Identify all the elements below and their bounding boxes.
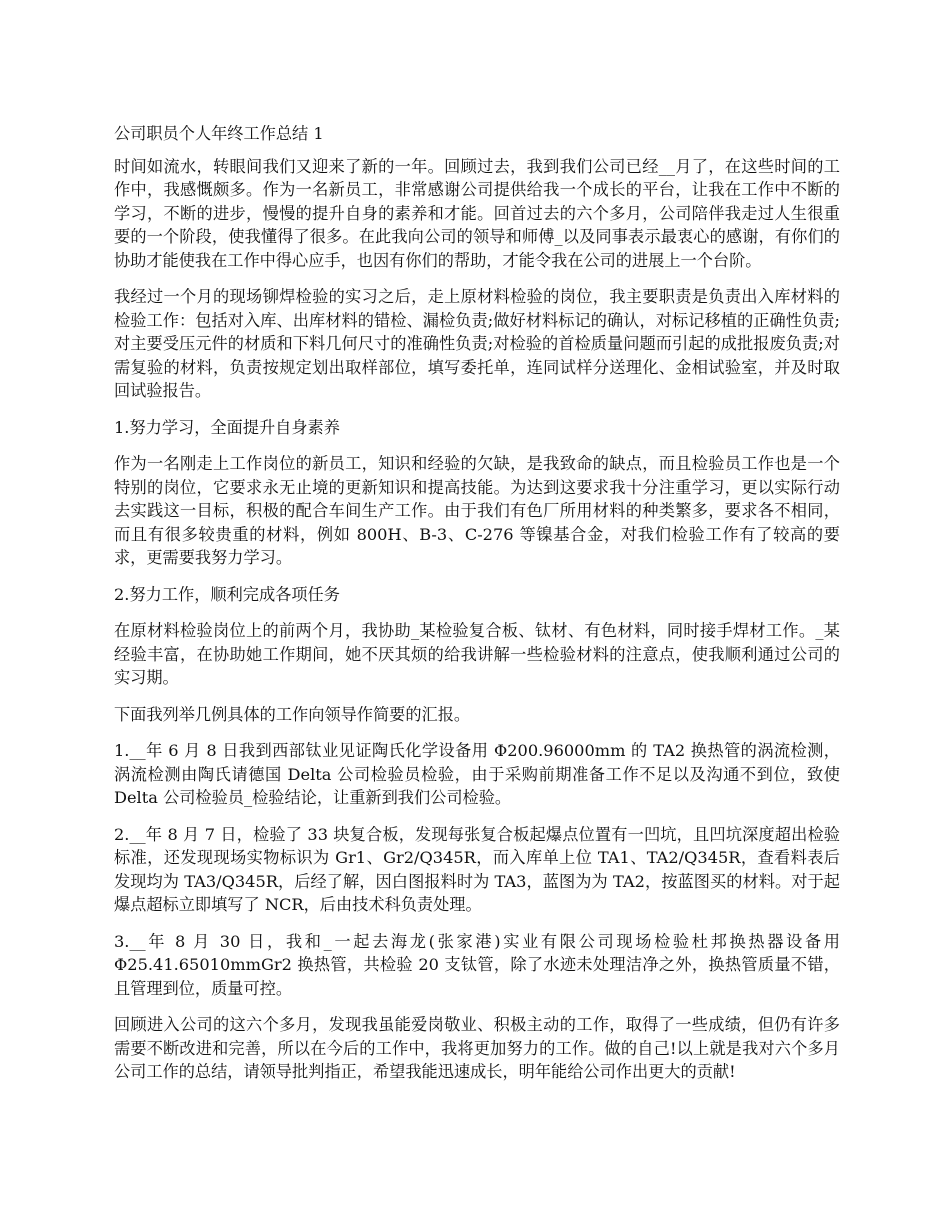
- paragraph-conclusion: 回顾进入公司的这六个多月，发现我虽能爱岗敬业、积极主动的工作，取得了一些成绩，但仍有许多需要不断改进和完善，所以在今后的工作中，我将更加努力的工作。做的自己!以上就是我对六个多月公司工作的总结，请领导批判指正，希望我能迅速成长，明年能给公司作出更大的贡献!: [114, 1015, 840, 1081]
- report-item-2: 2.__年 8 月 7 日，检验了 33 块复合板，发现每张复合板起爆点位置有一凹坑，且凹坑深度超出检验标准，还发现现场实物标识为 Gr1、Gr2/Q345R，而入库单上位 TA1、TA2/Q345R，查看料表后发现均为 TA3/Q345R，后经了解，因白图报料时为 TA3，蓝图为为 TA2，按蓝图买的材料。对于起爆点超标立即填写了 NCR，后由技术科负责处理。: [114, 824, 840, 914]
- report-item-3: 3.__年 8 月 30 日，我和_一起去海龙(张家港)实业有限公司现场检验杜邦换热器设备用Φ25.41.65010mmGr2 换热管，共检验 20 支钛管，除了水迹未处理洁净之外，换热管质量不错，且管理到位，质量可控。: [114, 931, 840, 998]
- report-item-1: 1.__年 6 月 8 日我到西部钛业见证陶氏化学设备用 Φ200.96000mm 的 TA2 换热管的涡流检测，涡流检测由陶氏请德国 Delta 公司检验员检验，由于采购前期准备工作不足以及沟通不到位，致使 Delta 公司检验员_检验结论，让重新到我们公司检验。: [114, 741, 840, 807]
- document-body: [114, 122, 840, 1097]
- document-title: 公司职员个人年终工作总结 1: [114, 124, 324, 143]
- section-heading-study: 1.努力学习，全面提升自身素养: [114, 417, 340, 437]
- paragraph-work: 在原材料检验岗位上的前两个月，我协助_某检验复合板、钛材、有色材料，同时接手焊材工作。_某经验丰富，在协助她工作期间，她不厌其烦的给我讲解一些检验材料的注意点，使我顺利通过公司的实习期。: [114, 621, 840, 687]
- section-heading-work: 2.努力工作，顺利完成各项任务: [114, 584, 340, 604]
- paragraph-intro: 时间如流水，转眼间我们又迎来了新的一年。回顾过去，我到我们公司已经__月了，在这些时间的工作中，我感慨颇多。作为一名新员工，非常感谢公司提供给我一个成长的平台，让我在工作中不断的学习，不断的进步，慢慢的提升自身的素养和才能。回首过去的六个多月，公司陪伴我走过人生很重要的一个阶段，使我懂得了很多。在此我向公司的领导和师傅_以及同事表示最衷心的感谢，有你们的协助才能使我在工作中得心应手，也因有你们的帮助，才能令我在公司的进展上一个台阶。: [114, 156, 840, 270]
- paragraph-report-intro: 下面我列举几例具体的工作向领导作简要的汇报。: [114, 704, 471, 724]
- paragraph-study: 作为一名刚走上工作岗位的新员工，知识和经验的欠缺，是我致命的缺点，而且检验员工作也是一个特别的岗位，它要求永无止境的更新知识和提高技能。为达到这要求我十分注重学习，更以实际行动去实践这一目标，积极的配合车间生产工作。由于我们有色厂所用材料的种类繁多，要求各不相同，而且有很多较贵重的材料，例如 800H、B-3、C-276 等镍基合金，对我们检验工作有了较高的要求，更需要我努力学习。: [114, 454, 840, 567]
- paragraph-duties: 我经过一个月的现场铆焊检验的实习之后，走上原材料检验的岗位，我主要职责是负责出入库材料的检验工作：包括对入库、出库材料的错检、漏检负责;做好材料标记的确认，对标记移植的正确性负责;对主要受压元件的材质和下料几何尺寸的准确性负责;对检验的首检质量问题而引起的成批报废负责;对需复验的材料，负责按规定划出取样部位，填写委托单，连同试样分送理化、金相试验室，并及时取回试验报告。: [114, 287, 840, 400]
